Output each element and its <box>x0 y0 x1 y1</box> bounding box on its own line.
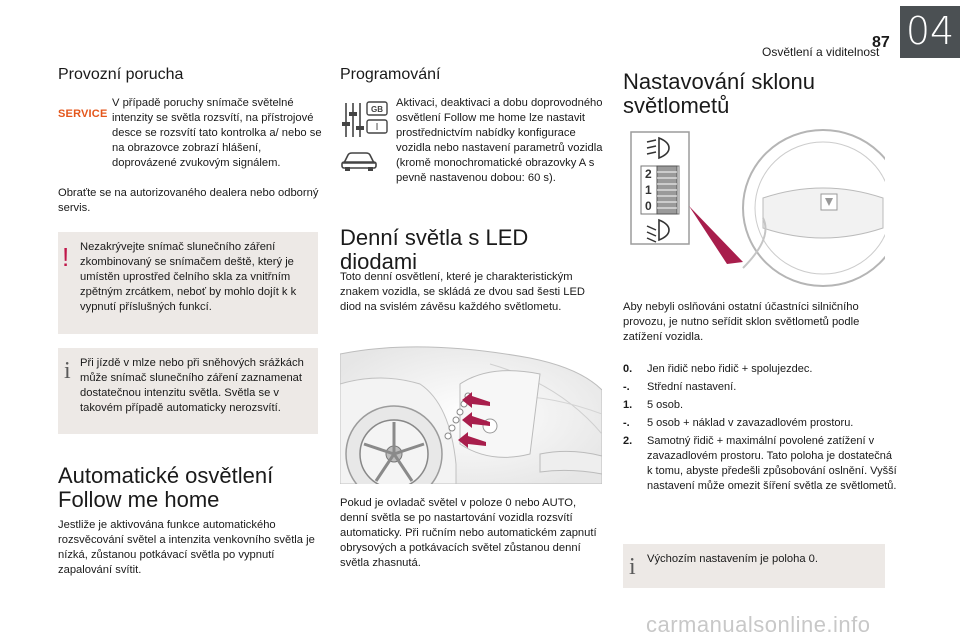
programming-title: Programování <box>340 66 441 83</box>
chapter-title: Osvětlení a viditelnost <box>762 45 880 59</box>
dealer-text: Obraťte se na autorizovaného dealera nebo odborný servis. <box>58 187 319 214</box>
info-box-default <box>623 544 885 588</box>
position-key: 0. <box>623 363 633 375</box>
drl-note-text: Pokud je ovladač světel v poloze 0 nebo AUTO, denní světla se po nastartování vozidla rozsvítí automaticky. Při ručním nebo automatickém zapnutí obrysových a potkávacích světel zůstanou denní světla zhasnutá. <box>340 497 597 569</box>
settings-sliders-icon <box>340 100 390 140</box>
position-text: Jen řidič nebo řidič + spolujezdec. <box>647 363 813 375</box>
info-icon: i <box>64 358 71 384</box>
drl-title: Denní světla s LED diodami <box>340 225 529 274</box>
info-text-default: Výchozím nastavením je poloha 0. <box>647 553 819 565</box>
headlamp-levelling-illustration <box>623 128 885 288</box>
levelling-title: Nastavování sklonu světlometů <box>623 69 815 118</box>
position-text: Samotný řidič + maximální povolené zatížení v zavazadlovém prostoru. Tato poloha je dostatečná k tomu, abyste předešli způsobování oslnění. Vyšší nastavení může omezit šíření světla ze světlometů. <box>647 435 897 492</box>
position-key: -. <box>623 417 630 429</box>
dial-mark-2: 2 <box>645 167 652 181</box>
warning-icon: ! <box>62 242 70 272</box>
fault-text: V případě poruchy snímače světelné intenzity se světla rozsvítí, na přístrojové desce se rozsvítí tato kontrolka a/ nebo se na obrazovce zobrazí hlášení, doprovázené zvukovým signálem. <box>112 97 322 169</box>
gb-label: GB <box>371 105 383 114</box>
warning-box <box>58 232 318 334</box>
position-key: -. <box>623 381 630 393</box>
service-warning-icon: SERVICE <box>58 108 108 120</box>
follow-me-title: Automatické osvětlení Follow me home <box>58 463 274 512</box>
dial-mark-0: 0 <box>645 199 652 213</box>
info-text-fog: Při jízdě v mlze nebo při sněhových srážkách může snímač slunečního záření zaznamenat dostatečnou intenzitu světla. Světla se v takovém případě automaticky nerozsvítí. <box>80 357 304 414</box>
fault-title: Provozní porucha <box>58 66 184 83</box>
svg-text:I: I <box>375 122 379 133</box>
warning-text: Nezakrývejte snímač slunečního záření zkombinovaný se snímačem deště, který je umístěn uprostřed čelního skla za vnitřním zpětným zrcátkem, neboť by mohlo dojít k k vypnutí příslušných funkcí. <box>80 241 297 313</box>
drl-text: Toto denní osvětlení, které je charakteristickým znakem vozidla, se skládá ze dvou sad šesti LED diod na svislém závěsu každého světlometu. <box>340 271 586 313</box>
position-text: Střední nastavení. <box>647 381 737 393</box>
follow-me-text: Jestliže je aktivována funkce automatického rozsvěcování světel a intenzita venkovního světla je nízká, zůstanou potkávací světla po vypnutí zapalování svítit. <box>58 519 315 576</box>
chapter-tab: 04 <box>900 6 960 58</box>
position-text: 5 osob + náklad v zavazadlovém prostoru. <box>647 417 854 429</box>
levelling-text: Aby nebyli oslňováni ostatní účastníci silničního provozu, je nutno seřídit sklon světlometů podle zatížení vozidla. <box>623 301 860 343</box>
position-key: 2. <box>623 435 633 447</box>
info-icon: i <box>629 554 636 580</box>
position-key: 1. <box>623 399 633 411</box>
drl-car-illustration <box>340 344 602 484</box>
watermark: carmanualsonline.info <box>646 612 871 637</box>
dial-mark-1: 1 <box>645 183 652 197</box>
page-number: 87 <box>872 34 890 51</box>
car-icon <box>340 148 378 172</box>
info-box-fog <box>58 348 318 434</box>
position-text: 5 osob. <box>647 399 684 411</box>
programming-text: Aktivaci, deaktivaci a dobu doprovodného osvětlení Follow me home lze nastavit prostřednictvím nabídky konfigurace vozidla nebo nastavení parametrů vozidla (kromě monochromatické obrazovky A s pevně nastavenou dobou: 60 s). <box>396 97 603 184</box>
